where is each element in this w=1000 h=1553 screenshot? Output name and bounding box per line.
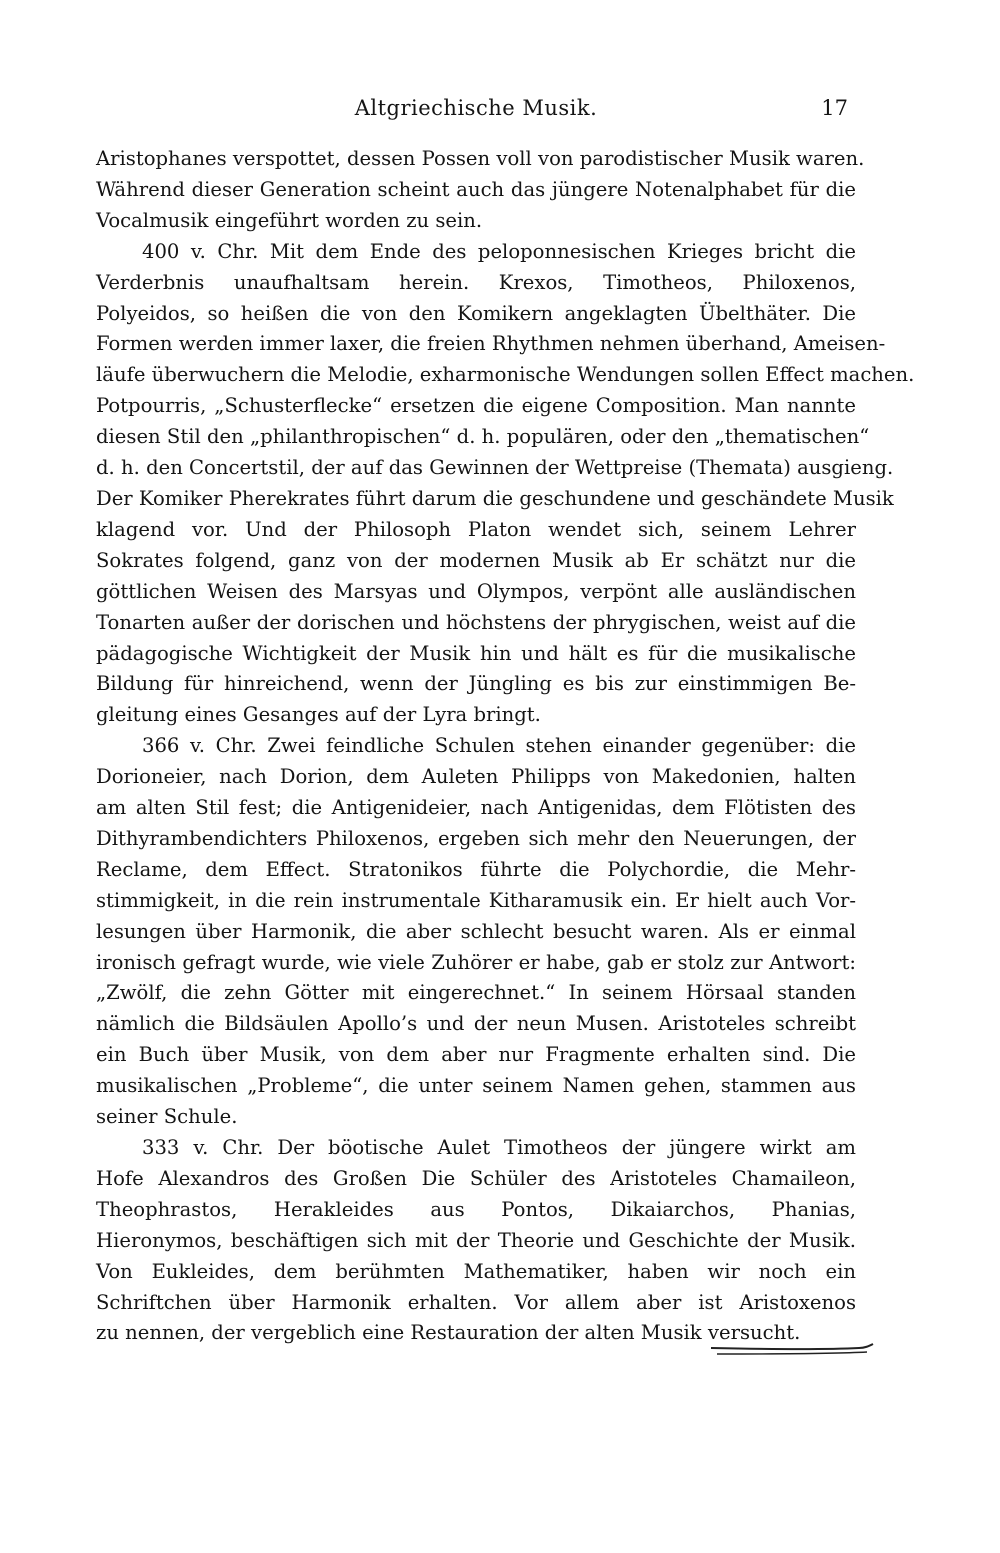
text-line: stimmigkeit, in die rein instrumentale Kitharamusik ein. Er hielt auch Vor- [96, 888, 856, 912]
text-line: Polyeidos, so heißen die von den Komikern angeklagten Übelthäter. Die [96, 301, 856, 325]
text-line: Aristophanes verspottet, dessen Possen voll von parodistischer Musik waren. [96, 147, 865, 170]
text-line: zu nennen, der vergeblich eine Restauration der alten Musik versucht. [96, 1321, 801, 1345]
text-line: diesen Stil den „philanthropischen“ d. h. populären, oder den „thematischen“ [96, 425, 870, 449]
text-line: nämlich die Bildsäulen Apollo’s und der neun Musen. Aristoteles schreibt [96, 1012, 856, 1036]
text-line: läufe überwuchern die Melodie, exharmonische Wendungen sollen Effect machen. [96, 363, 915, 387]
text-line: Schriftchen über Harmonik erhalten. Vor allem aber ist Aristoxenos [96, 1290, 856, 1314]
running-title: Altgriechische Musik. [354, 96, 598, 120]
text-line: klagend vor. Und der Philosoph Platon wendet sich, seinem Lehrer [96, 517, 856, 541]
text-line: gleitung eines Gesanges auf der Lyra bringt. [96, 703, 541, 727]
text-line: pädagogische Wichtigkeit der Musik hin und hält es für die musikalische [96, 641, 856, 665]
text-line: Während dieser Generation scheint auch das jüngere Notenalphabet für die [96, 177, 856, 201]
text-line: Dorioneier, nach Dorion, dem Auleten Philipps von Makedonien, halten [96, 765, 856, 789]
paragraph [96, 237, 915, 732]
page-number: 17 [821, 96, 848, 120]
text-line: Hieronymos, beschäftigen sich mit der Theorie und Geschichte der Musik. [96, 1228, 856, 1252]
text-line: Hofe Alexandros des Großen Die Schüler des Aristoteles Chamaileon, [96, 1166, 856, 1190]
text-line: 400 v. Chr. Mit dem Ende des peloponnesischen Krieges bricht die [142, 239, 856, 263]
text-line: d. h. den Concertstil, der auf das Gewinnen der Wettpreise (Themata) ausgieng. [96, 456, 894, 480]
handwritten-underline-mark [709, 1342, 875, 1358]
text-line: Verderbnis unaufhaltsam herein. Krexos, Timotheos, Philoxenos, [96, 270, 856, 294]
text-line: lesungen über Harmonik, die aber schlecht besucht waren. Als er einmal [96, 919, 856, 943]
text-line: Der Komiker Pherekrates führt darum die geschundene und geschändete Musik [96, 486, 894, 510]
text-line: Sokrates folgend, ganz von der modernen Musik ab Er schätzt nur die [96, 548, 856, 572]
page-header [96, 96, 856, 130]
text-line: musikalischen „Probleme“, die unter seinem Namen gehen, stammen aus [96, 1074, 856, 1098]
text-line: Reclame, dem Effect. Stratonikos führte die Polychordie, die Mehr- [96, 857, 856, 881]
page-body [96, 144, 915, 1349]
text-line: Potpourris, „Schusterflecke“ ersetzen die eigene Composition. Man nannte [96, 394, 856, 418]
paragraph [96, 731, 856, 1133]
text-line: 366 v. Chr. Zwei feindliche Schulen stehen einander gegenüber: die [142, 734, 856, 758]
text-line: am alten Stil fest; die Antigenideier, nach Antigenidas, dem Flötisten des [96, 796, 856, 820]
text-line: ein Buch über Musik, von dem aber nur Fragmente erhalten sind. Die [96, 1043, 856, 1067]
text-line: göttlichen Weisen des Marsyas und Olympos, verpönt alle ausländischen [96, 579, 856, 603]
text-line: Dithyrambendichters Philoxenos, ergeben sich mehr den Neuerungen, der [96, 826, 856, 850]
text-line: ironisch gefragt wurde, wie viele Zuhörer er habe, gab er stolz zur Antwort: [96, 950, 856, 974]
text-line: Theophrastos, Herakleides aus Pontos, Dikaiarchos, Phanias, [96, 1197, 856, 1221]
text-line: Tonarten außer der dorischen und höchstens der phrygischen, weist auf die [96, 610, 856, 634]
text-line: Vocalmusik eingeführt worden zu sein. [96, 208, 483, 232]
text-line: Von Eukleides, dem berühmten Mathematiker, haben wir noch ein [96, 1259, 856, 1283]
text-line: 333 v. Chr. Der böotische Aulet Timotheos der jüngere wirkt am [142, 1136, 856, 1159]
text-line: Formen werden immer laxer, die freien Rhythmen nehmen überhand, Ameisen- [96, 332, 886, 356]
text-line: Bildung für hinreichend, wenn der Jüngling es bis zur einstimmigen Be- [96, 672, 856, 696]
paragraph [96, 1133, 856, 1349]
text-line: „Zwölf, die zehn Götter mit eingerechnet.“ In seinem Hörsaal standen [96, 981, 856, 1005]
text-line: seiner Schule. [96, 1105, 238, 1129]
paragraph [96, 144, 865, 237]
